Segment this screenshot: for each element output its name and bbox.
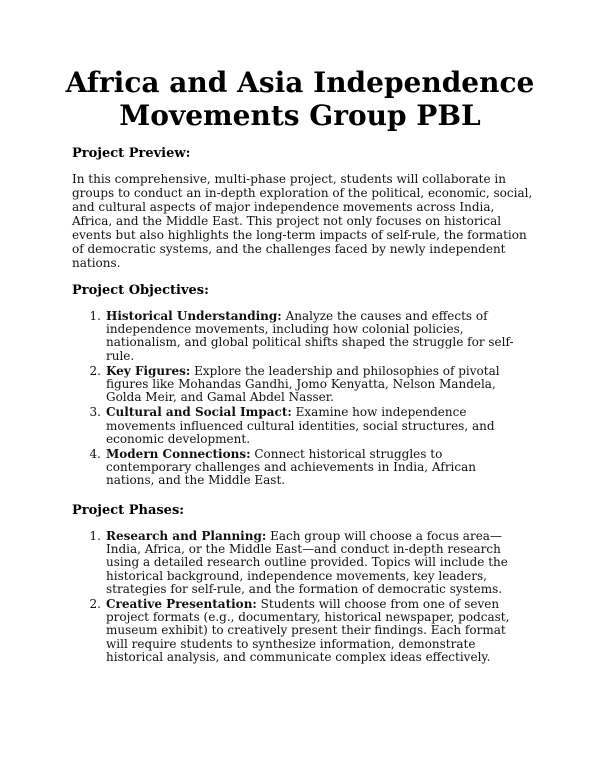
objective-term: Historical Understanding: — [106, 309, 282, 323]
objective-term: Modern Connections: — [106, 447, 251, 462]
project-phases-heading: Project Phases: — [72, 503, 185, 518]
objective-term: Cultural and Social Impact: — [106, 405, 292, 420]
objective-item-3 — [0, 406, 516, 446]
project-objectives-heading: Project Objectives: — [72, 283, 209, 298]
page-title: Africa and Asia Independence Movements Group PBL — [65, 66, 535, 132]
objective-text: Examine how independence movements influenced cultural identities, social structures, and economic development. — [106, 405, 495, 446]
phase-item-2 — [0, 598, 516, 664]
list-number: 1. — [89, 309, 101, 323]
objective-item-4 — [0, 448, 516, 488]
objectives-list — [0, 310, 600, 488]
list-number: 2. — [89, 363, 101, 378]
objective-item-2 — [0, 365, 516, 405]
phase-term: Creative Presentation: — [106, 597, 257, 612]
phase-text: Students will choose from one of seven project formats (e.g., documentary, historical newspaper, podcast, museum exhibit) to creatively present their findings. Each format will require students to synthesize information, demonstrate historical analysis, and communicate complex ideas effectively. — [106, 597, 510, 664]
list-number: 1. — [89, 529, 101, 543]
phase-term: Research and Planning: — [106, 529, 267, 543]
project-preview-heading: Project Preview: — [72, 146, 191, 161]
list-number: 3. — [89, 405, 101, 420]
objective-item-1 — [0, 310, 516, 363]
objective-text: Connect historical struggles to contemporary challenges and achievements in India, African nations, and the Middle East. — [106, 447, 477, 488]
project-preview-paragraph: In this comprehensive, multi-phase project, students will collaborate in groups to conduct an in-depth exploration of the political, economic, social, and cultural aspects of major independence movements across India, Africa, and the Middle East. This project not only focuses on historical events but also highlights the long-term impacts of self-rule, the formation of democratic systems, and the challenges faced by newly independent nations. — [72, 172, 533, 270]
list-number: 4. — [89, 447, 101, 462]
phase-text: Each group will choose a focus area—India, Africa, or the Middle East—and conduct in-depth research using a detailed research outline provided. Topics will include the historical background, independence movements, key leaders, strategies for self-rule, and the formation of democratic systems. — [106, 529, 508, 596]
objective-text: Analyze the causes and effects of independence movements, including how colonial policies, nationalism, and global political shifts shaped the struggle for self-rule. — [106, 309, 514, 363]
list-number: 2. — [89, 597, 101, 612]
objective-term: Key Figures: — [106, 363, 191, 378]
phase-item-1 — [0, 530, 516, 596]
phases-list — [0, 530, 600, 664]
objective-text: Explore the leadership and philosophies of pivotal figures like Mohandas Gandhi, Jomo Kenyatta, Nelson Mandela, Golda Meir, and Gamal Abdel Nasser. — [106, 363, 500, 405]
